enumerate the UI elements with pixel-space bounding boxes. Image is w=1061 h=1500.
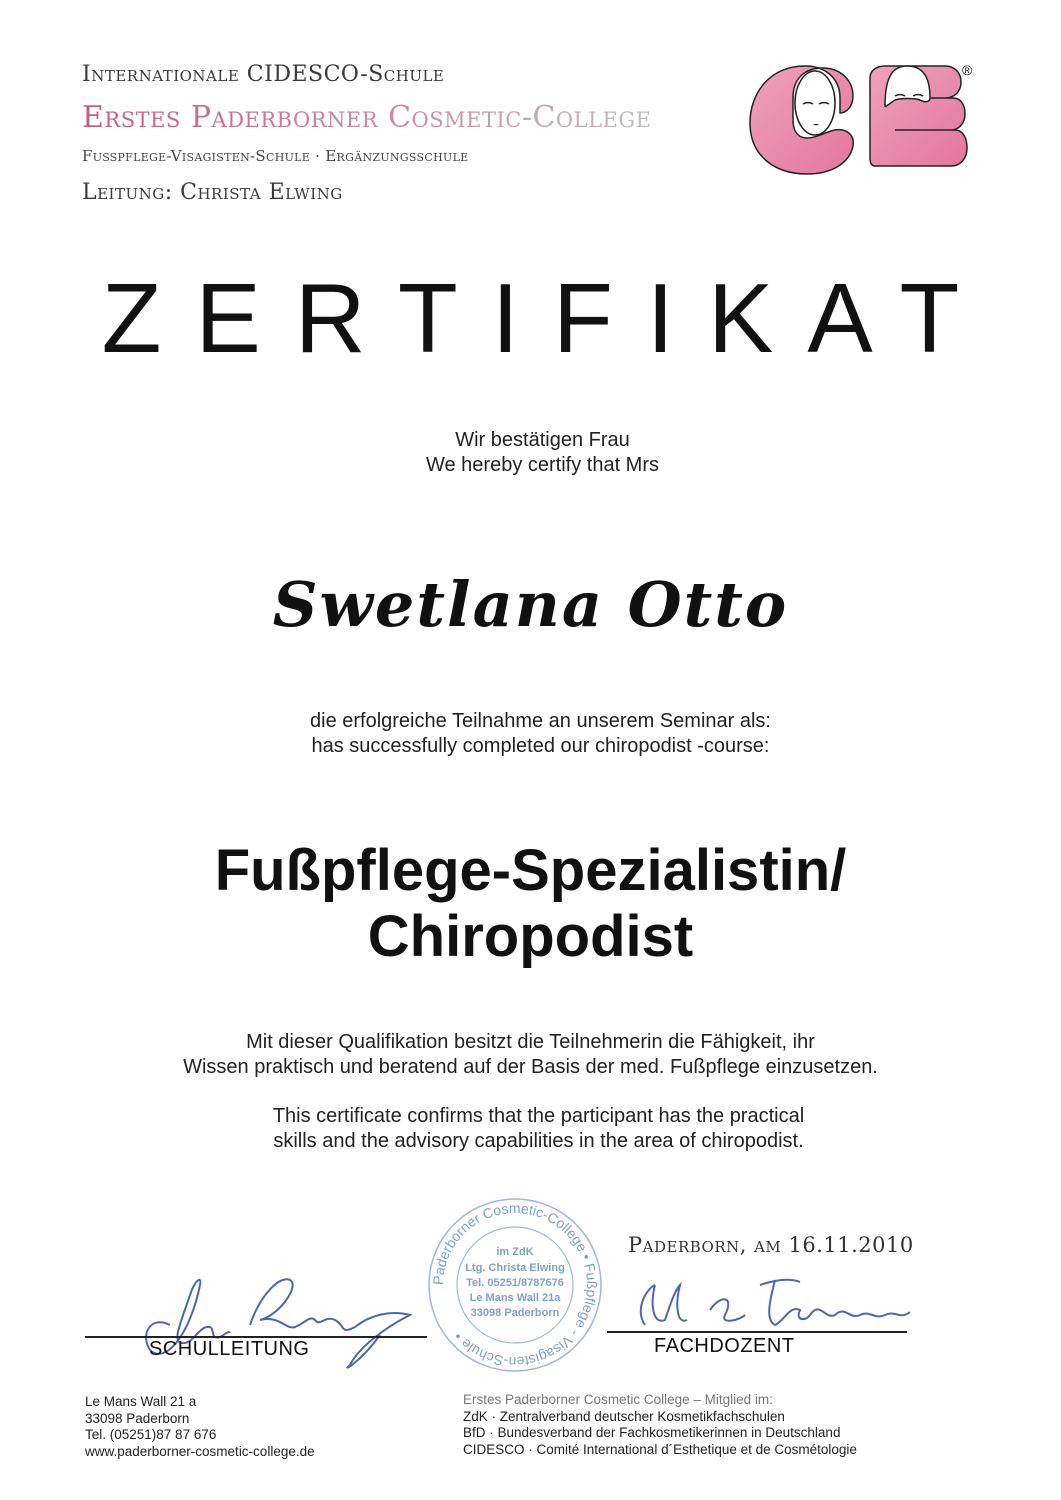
certificate-title: ZERTIFIKAT — [101, 263, 994, 373]
seminar-de: die erfolgreiche Teilnahme an unserem Seminar als: — [310, 710, 771, 732]
svg-text:Tel. 05251/8787676: Tel. 05251/8787676 — [466, 1277, 564, 1289]
header-school-types: Fußpflege-Visagisten-Schule · Ergänzungsschule — [82, 147, 469, 165]
address-website: www.paderborner-cosmetic-college.de — [85, 1443, 315, 1459]
qualification-title — [0, 838, 1061, 970]
svg-text:Ltg. Christa Elwing: Ltg. Christa Elwing — [465, 1262, 565, 1274]
description-en-line1: This certificate confirms that the participant has the practical — [272, 1105, 805, 1127]
place-and-date: Paderborn, am 16.11.2010 — [628, 1233, 914, 1257]
address-street: Le Mans Wall 21 a — [85, 1394, 197, 1409]
recipient-name: Swetlana Otto — [272, 568, 789, 641]
lecturer-signature-line — [607, 1331, 907, 1333]
address-phone: Tel. (05251)87 87 676 — [85, 1427, 217, 1442]
confirmation-text — [12, 428, 1061, 478]
lecturer-signature-icon — [625, 1270, 915, 1340]
description-en-line2: skills and the advisory capabilities in the area of chiropodist. — [273, 1130, 804, 1152]
school-stamp-icon — [425, 1195, 605, 1375]
svg-text:im ZdK: im ZdK — [496, 1246, 534, 1258]
membership-zdk: ZdK · Zentralverband deutscher Kosmetikfachschulen — [463, 1408, 785, 1424]
registered-trademark: ® — [962, 62, 973, 78]
svg-text:Le Mans Wall 21a: Le Mans Wall 21a — [469, 1292, 561, 1304]
svg-text:33098 Paderborn: 33098 Paderborn — [470, 1307, 560, 1319]
lecturer-signature-label: FACHDOZENT — [654, 1335, 795, 1357]
address-city: 33098 Paderborn — [85, 1410, 190, 1426]
membership-bfd: BfD · Bundesverband der Fachkosmetikerinnen in Deutschland — [463, 1425, 841, 1440]
director-signature-label: SCHULLEITUNG — [149, 1338, 310, 1360]
school-address — [85, 1394, 315, 1460]
header-cidesco-school: Internationale CIDESCO-Schule — [82, 62, 445, 87]
seminar-en: has successfully completed our chiropodist -course: — [311, 735, 770, 757]
header-director: Leitung: Christa Elwing — [82, 180, 343, 205]
ce-logo-icon — [745, 58, 973, 178]
description-de-line1: Mit dieser Qualifikation besitzt die Teilnehmerin die Fähigkeit, ihr — [246, 1031, 815, 1053]
description-de-line2: Wissen praktisch und beratend auf der Basis der med. Fußpflege einzusetzen. — [183, 1056, 878, 1078]
seminar-text — [10, 709, 1061, 759]
membership-heading: Erstes Paderborner Cosmetic College – Mitglied im: — [463, 1392, 773, 1407]
qualification-line2: Chiropodist — [367, 904, 694, 969]
svg-text:Paderborner Cosmetic-College •: Paderborner Cosmetic-College • Fußpflege - Visagisten-Schule • — [429, 1199, 601, 1371]
description-en — [8, 1104, 1061, 1154]
memberships — [463, 1392, 857, 1458]
confirmation-de: Wir bestätigen Frau — [455, 429, 630, 451]
header-college-name: Erstes Paderborner Cosmetic-College — [82, 100, 652, 135]
confirmation-en: We hereby certify that Mrs — [425, 454, 660, 476]
qualification-line1: Fußpflege-Spezialistin/ — [214, 838, 847, 903]
membership-cidesco: CIDESCO · Comité International d´Esthetique et de Cosmétologie — [463, 1441, 857, 1457]
description-de — [0, 1030, 1061, 1080]
